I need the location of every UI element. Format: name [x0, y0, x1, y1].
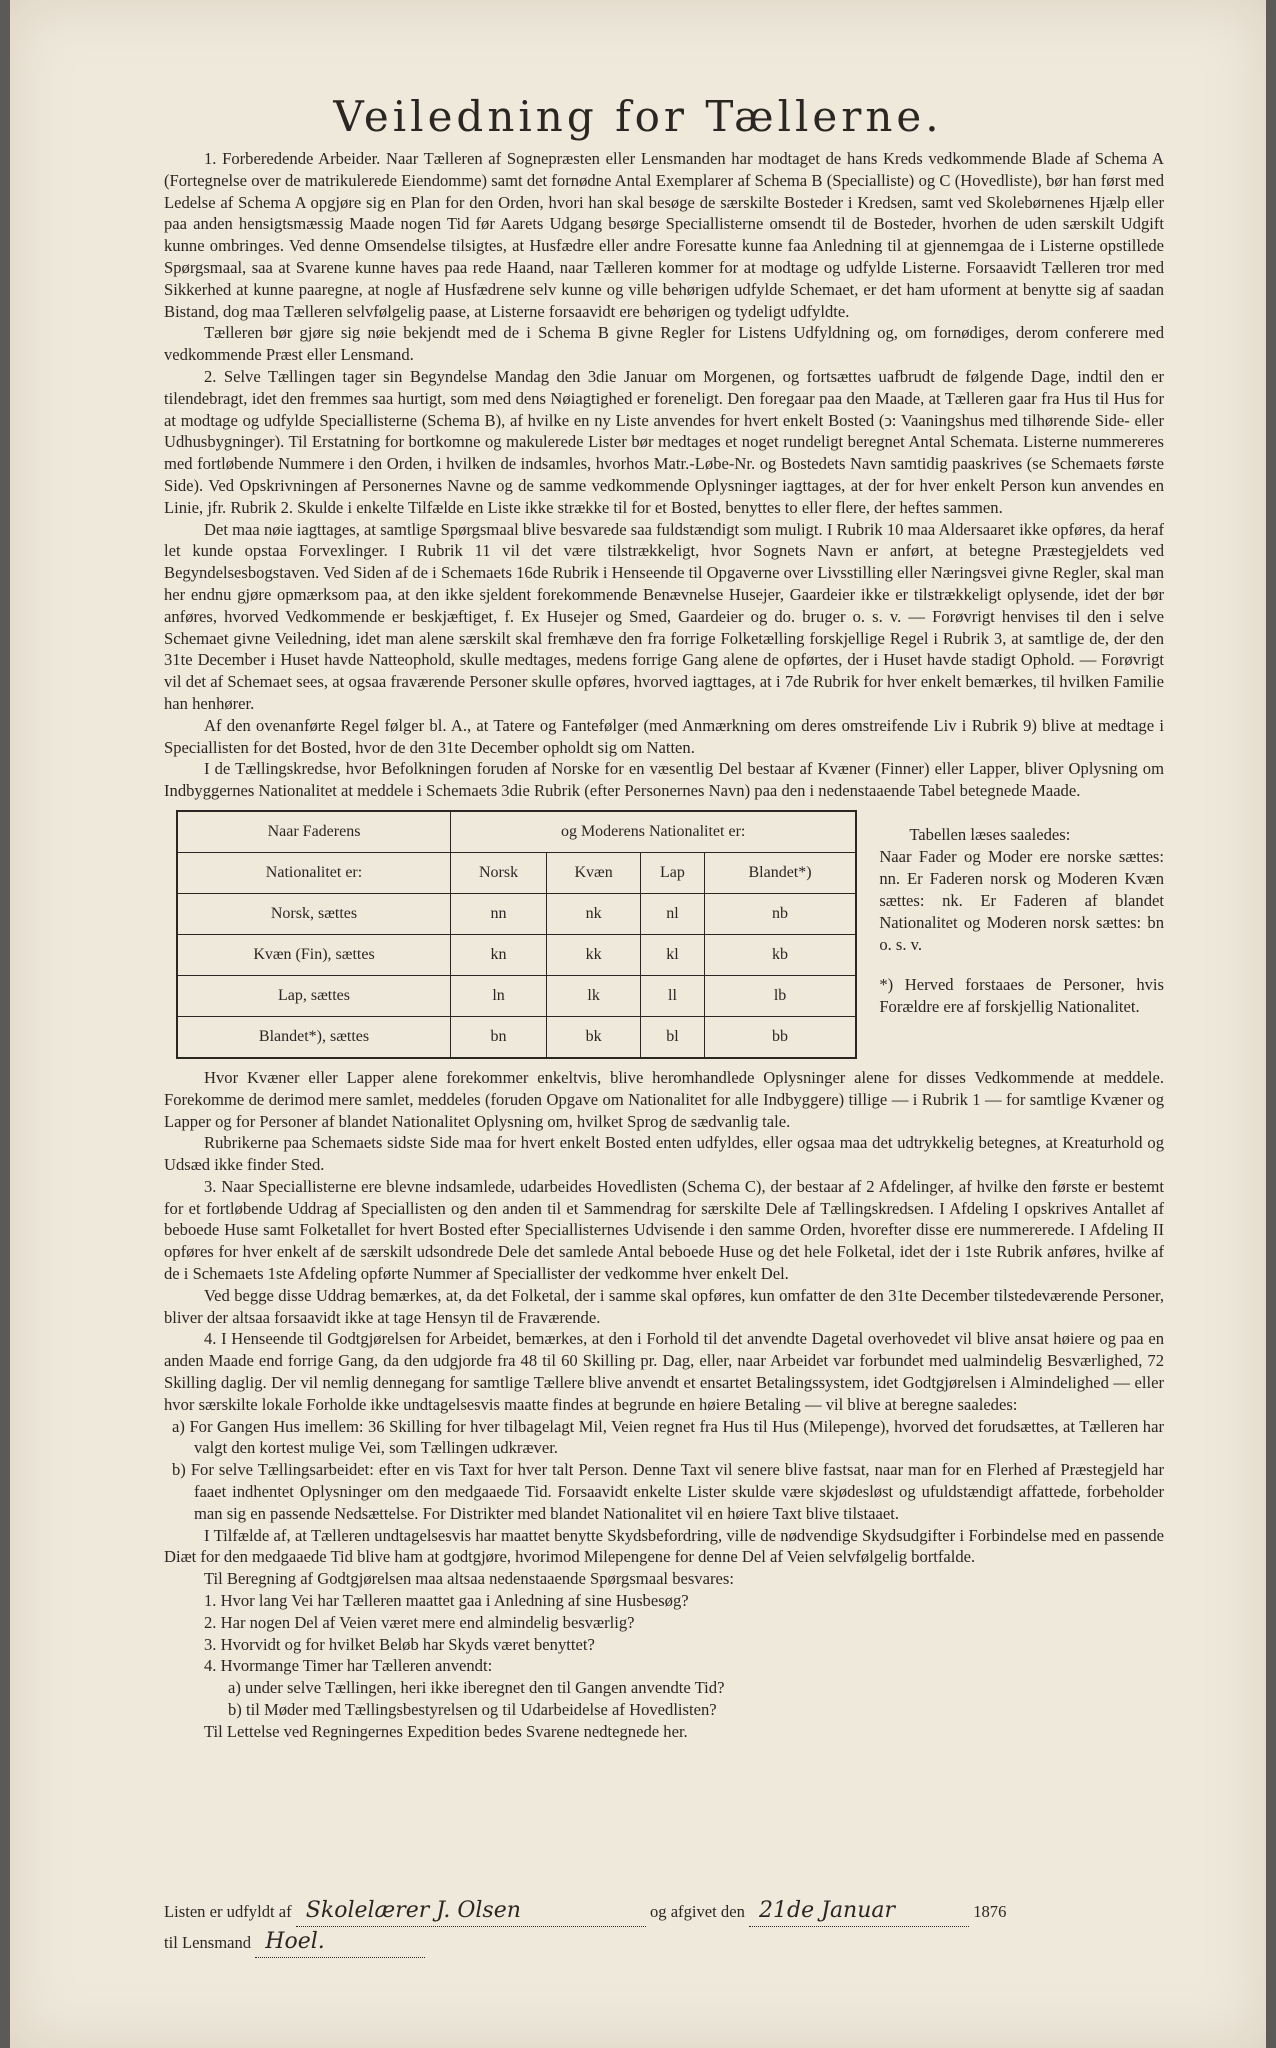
instructions-body [164, 148, 1164, 1743]
paragraph: Af den ovenanførte Regel følger bl. A., at Tatere og Fantefølger (med Anmærkning om deres omstreifende Liv i Rubrik 9) blive at medtage i Speciallisten for det Bosted, hvor de den 31te December opholdt sig om Natten. [164, 715, 1164, 757]
table-legend-text: Naar Fader og Moder ere norske sættes: nn. Er Faderen norsk og Moderen Kvæn sættes: nk. Er Faderen af blandet Nationalitet og Moderen norsk sættes: bn o. s. v. [879, 846, 1164, 954]
table-row [177, 934, 856, 975]
list-item: b) For selve Tællingsarbeidet: efter en vis Taxt for hver talt Person. Denne Taxt vil senere blive fastsat, naar man for en Flerhed af Præstegjeld har faaet indhentet Oplysninger om den medgaaede Tid. Forsaavidt enkelte Lister skulde være skjødesløst og ufuldstændigt affattede, forbeholder man sig en passende Nedsættelse. For Distrikter med blandet Nationalitet vil en høiere Taxt blive tilstaaet. [172, 1460, 1164, 1523]
table-cell: nl [641, 893, 705, 934]
paragraph: Ved begge disse Uddrag bemærkes, at, da det Folketal, der i samme skal opføres, kun omfatter de den 31te December tilstedeværende Personer, bliver der altsaa forsaavidt ikke at tage Hensyn til de Fraværende. [164, 1285, 1164, 1327]
question-item: 1. Hvor lang Vei har Tælleren maattet gaa i Anledning af sine Husbesøg? [204, 1591, 689, 1611]
paragraph: I Tilfælde af, at Tælleren undtagelsesvis har maattet benytte Skydsbefordring, ville de nødvendige Skydsudgifter i Forbindelse med en passende Diæt for den medgaaede Tid blive ham at godtgjøre, hvorimod Milepengene for denne Del af Veien selvfølgelig bortfalde. [164, 1525, 1164, 1567]
table-cell: nb [704, 893, 856, 934]
table-row [177, 975, 856, 1016]
table-row [177, 893, 856, 934]
signature-line-1 [164, 1896, 1164, 1927]
nationality-table [176, 810, 857, 1059]
paragraph: Tælleren bør gjøre sig nøie bekjendt med de i Schema B givne Regler for Listens Udfyldning og, om fornødiges, derom conferere med vedkommende Præst eller Lensmand. [164, 323, 1164, 365]
row-label: Blandet*), sættes [177, 1016, 451, 1058]
table-column-header: Kvæn [547, 852, 641, 893]
table-cell: kn [451, 934, 547, 975]
paragraph: Hvor Kvæner eller Lapper alene forekommer enkeltvis, blive heromhandlede Oplysninger alene for disses Vedkommende at meddele. Forekomme de derimod mere samlet, meddeles (foruden Opgave om Nationalitet for alle Indbyggere) tillige — i Rubrik 1 — for samtlige Kvæner og Lapper og for Personer af blandet Nationalitet Oplysning om, hvilket Sprog de sædvanlig tale. [164, 1067, 1164, 1131]
paragraph: Det maa nøie iagttages, at samtlige Spørgsmaal blive besvarede saa fuldstændigt som muligt. I Rubrik 10 maa Aldersaaret ikke opføres, da heraf let kunde opstaa Forvexlinger. I Rubrik 11 vil det være tilstrækkeligt, hvor Sognets Navn er anført, at betegne Præstegjeldets ved Begyndelsesbogstaven. Ved Siden af de i Schemaets 16de Rubrik i Henseende til Opgaverne over Livsstilling eller Næringsvei givne Regler, skal man her endnu gjøre opmærksom paa, at den ikke sjeldent forekommende Benævnelse Husejer, Gaardeier ikke er tilstrækkeligt oplysende, idet der bør anføres, hvorved Vedkommende er beskjæftiget, f. Ex Husejer og Smed, Gaardeier og do. bruger o. s. v. — Forøvrigt henvises til den i selve Schemaet givne Veiledning, idet man alene særskilt skal fremhæve den fra forrige Folketælling forskjellige Regel i Rubrik 3, at samtlige de, der den 31te December i Huset havde Natteophold, skulle medtages, medens forrige Gang alene de opførtes, der i Huset havde stadigt Ophold. — Forøvrigt vil det af Schemaet sees, at ogsaa fraværende Personer skulle opføres, hvorved iagttages, at i 7de Rubrik for hver enkelt bemærkes, til hvilken Familie han henhører. [164, 519, 1164, 713]
subquestion-item: a) under selve Tællingen, heri ikke iberegnet den til Gangen anvendte Tid? [228, 1678, 725, 1698]
table-cell: bl [641, 1016, 705, 1058]
subquestion-item: b) til Møder med Tællingsbestyrelsen og til Udarbeidelse af Hovedlisten? [228, 1700, 717, 1720]
nationality-section [176, 810, 1164, 1059]
table-cell: ll [641, 975, 705, 1016]
filled-by-handwriting: Skolelærer J. Olsen [296, 1896, 646, 1927]
delivered-label: og afgivet den [649, 1902, 745, 1921]
page-title: Veiledning for Tællerne. [333, 92, 943, 141]
table-cell: ln [451, 975, 547, 1016]
table-footnote: *) Herved forstaaes de Personer, hvis Forældre ere af forskjellig Nationalitet. [879, 974, 1164, 1016]
table-cell: lb [704, 975, 856, 1016]
row-label: Norsk, sættes [177, 893, 451, 934]
table-legend-heading: Tabellen læses saaledes: [909, 824, 1071, 844]
question-item: 2. Har nogen Del af Veien været mere end almindelig besværlig? [204, 1612, 635, 1632]
paragraph: 1. Forberedende Arbeider. Naar Tælleren af Sognepræsten eller Lensmanden har modtaget de hans Kreds vedkommende Blade af Schema A (Fortegnelse over de matrikulerede Eiendomme) samt det fornødne Antal Exemplarer af Schema B (Specialliste) og C (Hovedliste), bør han først med Ledelse af Schema A opgjøre sig en Plan for den Orden, hvori han skal besøge de særskilte Bosteder i Kredsen, samt ved Skolebørnenes Hjælp eller paa anden hensigtsmæssig Maade nogen Tid før Aarets Udgang besørge Speciallisterne omsendt til de Bosteder, hvorhen de uden særskilt Udgift kunne ombringes. Ved denne Omsendelse tilsigtes, at Husfædre eller andre Foresatte kunne faa Anledning til at gjennemgaa de i Listerne opstillede Spørgsmaal, saa at Svarene kunne haves paa rede Haand, naar Tælleren kommer for at modtage og udfylde Listerne. Forsaavidt Tælleren tror med Sikkerhed at kunne paaregne, at nogle af Husfædrene selv kunne og ville behørigen udfylde Schemaet, er det ham uforment at benytte sig af saadan Bistand, dog maa Tælleren selvfølgelig paase, at Listerne forsaavidt ere behørigen og tydeligt udfyldte. [164, 149, 1164, 321]
question-item: 3. Hvorvidt og for hvilket Beløb har Skyds været benyttet? [204, 1634, 595, 1654]
table-column-header: Blandet*) [704, 852, 856, 893]
paragraph: Til Beregning af Godtgjørelsen maa altsaa nedenstaaende Spørgsmaal besvares: [204, 1569, 734, 1589]
signature-block [164, 1896, 1164, 1958]
document-page [10, 0, 1266, 2048]
year-label: 1876 [973, 1902, 1007, 1921]
table-cell: bb [704, 1016, 856, 1058]
table-cell: bn [451, 1016, 547, 1058]
table-row [177, 1016, 856, 1058]
table-cell: kl [641, 934, 705, 975]
question-item: 4. Hvormange Timer har Tælleren anvendt: [204, 1656, 493, 1676]
table-corner-bottom: Nationalitet er: [177, 852, 451, 893]
table-column-header: Lap [641, 852, 705, 893]
table-group-header: og Moderens Nationalitet er: [451, 811, 857, 853]
table-cell: lk [547, 975, 641, 1016]
paragraph: 2. Selve Tællingen tager sin Begyndelse Mandag den 3die Januar om Morgenen, og fortsættes uafbrudt de følgende Dage, indtil den er tilendebragt, idet den fremmes saa hurtigt, som med dens Nøiagtighed er foreneligt. Den foregaar paa den Maade, at Tælleren gaar fra Hus til Hus for at modtage og udfylde Speciallisterne (Schema B), af hvilke en ny Liste anvendes for hvert enkelt Bosted (ↄ: Vaaningshus med tilhørende Side- eller Udhusbygninger). Til Erstatning for bortkomne og makulerede Lister bør medtages et noget rundeligt beregnet Antal Schemata. Listerne nummereres med fortløbende Nummere i den Orden, i hvilken de indsamles, hvorhos Matr.-Løbe-Nr. og Bostedets Navn samtidig paaskrives (se Schemaets første Side). Ved Opskrivningen af Personernes Navne og de samme vedkommende Oplysninger iagttages, at der for hver enkelt Person kun anvendes en Linie, jfr. Rubrik 2. Skulde i enkelte Tilfælde en Liste ikke strække til for et Bosted, benyttes to eller flere, der heftes sammen. [164, 366, 1164, 517]
table-legend [879, 810, 1164, 1059]
date-handwriting: 21de Januar [749, 1896, 969, 1927]
list-item: a) For Gangen Hus imellem: 36 Skilling for hver tilbagelagt Mil, Veien regnet fra Hus til Hus (Milepenge), hvorved det forudsættes, at Tælleren har valgt den kortest mulige Vei, som Tællingen udkræver. [172, 1416, 1164, 1458]
signature-line-2 [164, 1927, 1164, 1958]
closing-note: Til Lettelse ved Regningernes Expedition bedes Svarene nedtegnede her. [204, 1721, 688, 1741]
table-cell: nn [451, 893, 547, 934]
table-cell: kb [704, 934, 856, 975]
lensmand-handwriting: Hoel. [255, 1927, 425, 1958]
table-column-header: Norsk [451, 852, 547, 893]
row-label: Kvæn (Fin), sættes [177, 934, 451, 975]
lensmand-label: til Lensmand [164, 1933, 252, 1952]
filled-by-label: Listen er udfyldt af [164, 1902, 292, 1921]
table-cell: kk [547, 934, 641, 975]
paragraph: 4. I Henseende til Godtgjørelsen for Arbeidet, bemærkes, at den i Forhold til det anvendte Dagetal overhovedet vil blive ansat høiere og paa en anden Maade end forrige Gang, da den udgjorde fra 48 til 60 Skilling pr. Dag, eller, naar Arbeidet var forbundet med ualmindelig Besværlighed, 72 Skilling daglig. Der vil nemlig dennegang for samtlige Tællere blive anvendt et ensartet Betalingssystem, idet Godtgjørelsen i Almindelighed — eller hvor særskilte lokale Forholde ikke undtagelsesvis maatte findes at begrunde en høiere Betaling — vil blive at beregne saaledes: [164, 1329, 1164, 1414]
paragraph: 3. Naar Speciallisterne ere blevne indsamlede, udarbeides Hovedlisten (Schema C), der bestaar af 2 Afdelinger, af hvilke den første er bestemt for et fortløbende Uddrag af Speciallisten og den anden til et Sammendrag for særskilte Dele af Tællingskredsen. I Afdeling I opskrives Antallet af beboede Huse samt Folketallet for hvert Bosted efter Speciallisternes Udvisende i den samme Orden, hvorefter disse ere nummererede. I Afdeling II opføres for hver enkelt af de særskilt udsondrede Dele det samlede Antal beboede Huse og det hele Folketal, idet der i 1ste Rubrik anføres, hvilke af de i Schemaets 1ste Afdeling opførte Nummer af Speciallister der vedkomme hver enkelt Del. [164, 1176, 1164, 1284]
paragraph: I de Tællingskredse, hvor Befolkningen foruden af Norske for en væsentlig Del bestaar af Kvæner (Finner) eller Lapper, bliver Oplysning om Indbyggernes Nationalitet at meddele i Schemaets 3die Rubrik (efter Personernes Navn) paa den i nedenstaaende Tabel betegnede Maade. [164, 759, 1164, 801]
table-corner-top: Naar Faderens [177, 811, 451, 853]
paragraph: Rubrikerne paa Schemaets sidste Side maa for hvert enkelt Bosted enten udfyldes, eller ogsaa maa det udtrykkelig betegnes, at Kreaturhold og Udsæd ikke finder Sted. [164, 1133, 1164, 1175]
table-cell: nk [547, 893, 641, 934]
row-label: Lap, sættes [177, 975, 451, 1016]
table-cell: bk [547, 1016, 641, 1058]
